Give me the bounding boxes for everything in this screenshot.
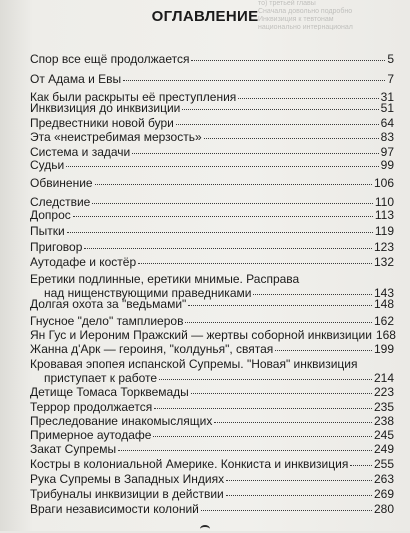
toc-page-number: 245 — [373, 428, 394, 442]
toc-page-number: 143 — [373, 286, 394, 300]
bleed-through-line: национально интернационал — [258, 24, 353, 30]
toc-entry-row — [30, 130, 394, 144]
toc-entry-title: Долгая охота за "ведьмами" — [30, 297, 187, 311]
toc-page-number: 5 — [387, 52, 394, 66]
toc-page-number: 223 — [373, 385, 394, 399]
dot-leader — [204, 128, 379, 139]
toc-page-number: 51 — [380, 101, 394, 115]
toc-entry[interactable] — [30, 442, 394, 456]
dot-leader — [185, 312, 372, 323]
toc-entry[interactable] — [30, 314, 394, 328]
toc-page-number: 168 — [375, 328, 396, 342]
toc-entry-row — [30, 502, 394, 516]
dot-leader — [66, 156, 378, 167]
dot-leader — [153, 426, 372, 437]
toc-page-number: 99 — [380, 158, 394, 172]
page-bottom-mark — [200, 525, 210, 533]
toc-page-number: 249 — [373, 442, 394, 456]
dot-leader — [191, 50, 385, 61]
toc-entry-title: Враги независимости колоний — [30, 502, 199, 516]
toc-entry-row — [30, 314, 394, 328]
dot-leader — [154, 398, 372, 409]
toc-entry-title: Трибуналы инквизиции в действии — [30, 487, 224, 501]
toc-entry-row — [30, 101, 394, 115]
toc-page-number: 31 — [380, 90, 394, 104]
toc-entry-title-continuation: приступает к работе — [44, 371, 158, 385]
toc-entry-title: Аутодафе и костёр — [30, 255, 137, 269]
dot-leader — [188, 295, 372, 306]
toc-page-number: 7 — [387, 72, 394, 86]
toc-entry[interactable] — [30, 297, 394, 311]
toc-page-number: 235 — [373, 400, 394, 414]
dot-leader — [84, 238, 372, 249]
toc-entry-row — [30, 176, 394, 190]
toc-entry[interactable] — [30, 472, 394, 486]
dot-leader — [73, 206, 373, 217]
toc-entry-title: Рука Супремы в Западных Индиях — [30, 472, 225, 486]
toc-entry-title: Судьи — [30, 158, 65, 172]
toc-page-number: 162 — [373, 314, 394, 328]
toc-entry[interactable] — [30, 255, 394, 269]
dot-leader — [226, 470, 372, 481]
dot-leader — [176, 114, 379, 125]
toc-page-number: 199 — [373, 342, 394, 356]
toc-entry-title: Жанна д'Арк — героиня, "колдунья", святая — [30, 342, 274, 356]
toc-entry-row — [30, 342, 394, 356]
toc-entry-row — [30, 442, 394, 456]
toc-entry[interactable] — [30, 240, 394, 254]
toc-entry[interactable] — [30, 208, 394, 222]
toc-entry[interactable] — [30, 52, 394, 66]
dot-leader — [214, 412, 372, 423]
toc-page-number: 280 — [373, 502, 394, 516]
toc-entry[interactable] — [30, 357, 394, 385]
toc-entry-title: Эта «неистребимая мерзость» — [30, 130, 202, 144]
toc-entry-title: Террор продолжается — [30, 400, 153, 414]
toc-page-number: 263 — [373, 472, 394, 486]
toc-entry-title: Пытки — [30, 224, 65, 238]
toc-entry-title: Преследование инакомыслящих — [30, 414, 213, 428]
toc-entry-title: Еретики подлинные, еретики мнимые. Расправа — [30, 272, 300, 286]
dot-leader — [226, 485, 372, 496]
toc-entry-title: Допрос — [30, 208, 71, 222]
dot-leader — [67, 222, 373, 233]
toc-page-number: 255 — [373, 457, 394, 471]
toc-entry[interactable] — [30, 487, 394, 501]
toc-entry-row — [30, 240, 394, 254]
toc-entry[interactable] — [30, 101, 394, 115]
toc-entry[interactable] — [30, 502, 394, 516]
toc-page-number: 238 — [373, 414, 394, 428]
toc-entry-title: Костры в колониальной Америке. Конкиста и инквизиция — [30, 457, 349, 471]
toc-page-number: 64 — [380, 116, 394, 130]
bleed-through-line: Инквизиция к тевтонам — [258, 16, 334, 23]
toc-entry[interactable] — [30, 385, 394, 399]
toc-entry-row — [30, 255, 394, 269]
toc-entry-title: Детище Томаса Торквемады — [30, 385, 189, 399]
toc-entry-title-continuation: над нищенствующими праведниками — [44, 286, 252, 300]
dot-leader — [201, 500, 372, 511]
toc-page-number: 83 — [380, 130, 394, 144]
dot-leader — [350, 455, 372, 466]
dot-leader — [95, 174, 372, 185]
toc-entry[interactable] — [30, 457, 394, 471]
toc-entry-row — [30, 385, 394, 399]
toc-page-number: 123 — [373, 240, 394, 254]
dot-leader — [123, 70, 385, 81]
toc-entry-title: Предвестники новой бури — [30, 116, 174, 130]
toc-entry-title: Ян Гус и Иероним Пражский — жертвы соборной инквизиции — [30, 328, 372, 342]
toc-entry-row — [30, 472, 394, 486]
toc-entry[interactable] — [30, 130, 394, 144]
toc-page-number: 106 — [373, 176, 394, 190]
toc-page-number: 269 — [373, 487, 394, 501]
bleed-through-line: Сначала довольно подробно — [258, 8, 353, 15]
toc-entry-title: От Адама и Евы — [30, 72, 122, 86]
toc-entry[interactable] — [30, 158, 394, 172]
bleed-through-line: то) третьей главы — [258, 0, 316, 7]
dot-leader — [118, 440, 372, 451]
toc-entry-row — [30, 208, 394, 222]
toc-entry-row — [30, 158, 394, 172]
toc-entry-title: Обвинение — [30, 176, 93, 190]
toc-page-number: 97 — [380, 145, 394, 159]
toc-entry-title: Инквизиция до инквизиции — [30, 101, 181, 115]
toc-entry-row — [30, 52, 394, 66]
dot-leader — [275, 340, 372, 351]
toc-entry-title: Гнусное "дело" тамплиеров — [30, 314, 184, 328]
dot-leader — [253, 284, 372, 295]
dot-leader — [138, 253, 372, 264]
toc-entry[interactable] — [30, 224, 394, 238]
toc-entry-title: Следствие — [30, 195, 91, 209]
toc-entry-title: Приговор — [30, 240, 83, 254]
toc-entry-title: Закат Супремы — [30, 442, 117, 456]
toc-entry-row — [30, 72, 394, 86]
toc-entry-row — [30, 487, 394, 501]
toc-entry[interactable] — [30, 342, 394, 356]
toc-page-number: 214 — [373, 371, 394, 385]
dot-leader — [92, 193, 373, 204]
toc-entry-title: Спор все ещё продолжается — [30, 52, 190, 66]
toc-entry-row — [30, 297, 394, 311]
toc-entry-row — [30, 224, 394, 238]
toc-page-number: 113 — [374, 208, 394, 222]
toc-page-number: 148 — [373, 297, 394, 311]
toc-page-number: 119 — [374, 224, 394, 238]
toc-entry-title: Примерное аутодафе — [30, 428, 152, 442]
toc-entry-row — [30, 457, 394, 471]
toc-page-number: 110 — [374, 195, 394, 209]
dot-leader — [191, 383, 372, 394]
toc-entry-title: Система и задачи — [30, 145, 131, 159]
dot-leader — [182, 99, 378, 110]
dot-leader — [159, 369, 372, 380]
toc-entry-title: Кровавая эпопея испанской Супремы. "Новая" инквизиция — [30, 357, 358, 371]
toc-entry[interactable] — [30, 72, 394, 86]
dot-leader — [238, 88, 378, 99]
toc-entry-title: Как были раскрыты её преступления — [30, 90, 237, 104]
toc-entry[interactable] — [30, 176, 394, 190]
page-title: ОГЛАВЛЕНИЕ — [151, 8, 259, 25]
dot-leader — [132, 143, 378, 154]
toc-page-number: 132 — [373, 255, 394, 269]
